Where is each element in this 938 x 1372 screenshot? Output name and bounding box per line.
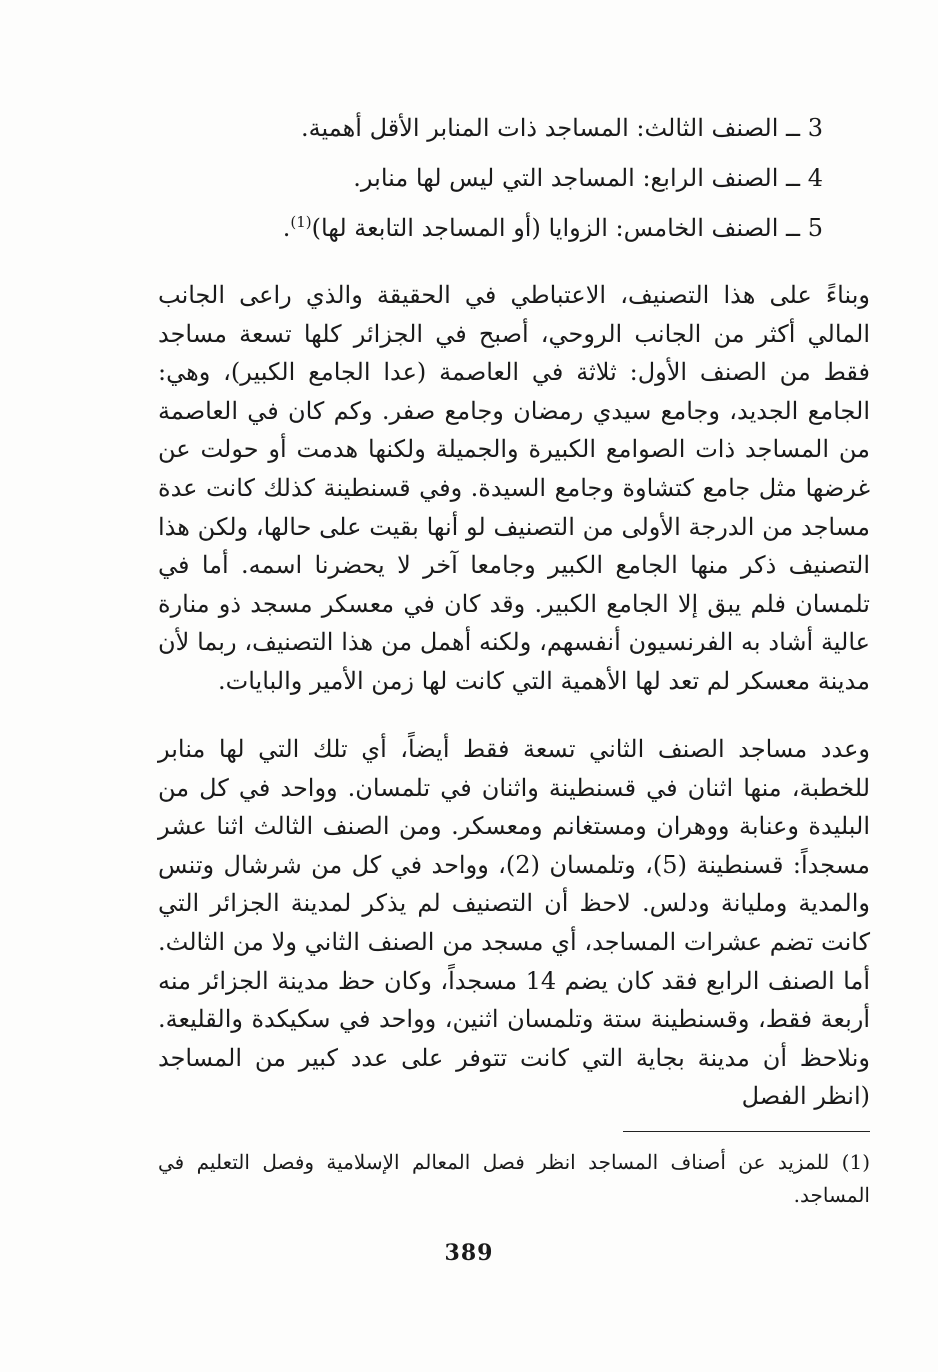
list-item-4 xyxy=(353,158,823,198)
footnote-divider xyxy=(623,1131,870,1132)
list-item-punctuation: . xyxy=(282,214,291,242)
list-item-text: 3 ــ الصنف الثالث: المساجد ذات المنابر الأقل أهمية. xyxy=(301,114,823,142)
list-item-text: 5 ــ الصنف الخامس: الزوايا (أو المساجد التابعة لها) xyxy=(311,214,823,242)
list-item-text: 4 ــ الصنف الرابع: المساجد التي ليس لها منابر. xyxy=(353,164,823,192)
list-item-3 xyxy=(301,108,823,148)
paragraph-1: وبناءً على هذا التصنيف، الاعتباطي في الحقيقة والذي راعى الجانب المالي أكثر من الجانب الروحي، أصبح في الجزائر كلها تسعة مساجد فقط من الصنف الأول: ثلاثة في العاصمة (عدا الجامع الكبير)، وهي: الجامع الجديد، وجامع سيدي رمضان وجامع صفر. وكم كان في العاصمة من المساجد ذات الصوامع الكبيرة والجميلة ولكنها هدمت أو حولت عن غرضها مثل جامع كتشاوة وجامع السيدة. وفي قسنطينة كذلك كانت عدة مساجد من الدرجة الأولى من التصنيف لو أنها بقيت على حالها، ولكن هذا التصنيف ذكر منها الجامع الكبير وجامعا آخر لا يحضرنا اسمه. أما في تلمسان فلم يبق إلا الجامع الكبير. وقد كان في معسكر مسجد ذو منارة عالية أشاد به الفرنسيون أنفسهم، ولكنه أهمل من هذا التصنيف، ربما لأن مدينة معسكر لم تعد لها الأهمية التي كانت لها زمن الأمير والبايات. xyxy=(158,281,870,695)
footnote: (1) للمزيد عن أصناف المساجد انظر فصل المعالم الإسلامية وفصل التعليم في المساجد. xyxy=(158,1150,870,1207)
page-number: 389 xyxy=(444,1240,494,1266)
list-item-5 xyxy=(283,208,823,248)
paragraph-2: وعدد مساجد الصنف الثاني تسعة فقط أيضاً، أي تلك التي لها منابر للخطبة، منها اثنان في قسنطينة واثنان في تلمسان. وواحد في كل من البليدة وعنابة ووهران ومستغانم ومعسكر. ومن الصنف الثالث اثنا عشر مسجداً: قسنطينة (5)، وتلمسان (2)، وواحد في كل من شرشال وتنس والمدية ومليانة ودلس. لاحظ أن التصنيف لم يذكر لمدينة الجزائر التي كانت تضم عشرات المساجد، أي مسجد من الصنف الثاني ولا من الثالث. أما الصنف الرابع فقد كان يضم 14 مسجداً، وكان حظ مدينة الجزائر منه أربعة فقط، وقسنطينة ستة وتلمسان اثنين، وواحد في سكيكدة والقليعة. ونلاحظ أن مدينة بجاية التي كانت تتوفر على عدد كبير من المساجد (انظر الفصل xyxy=(158,735,871,1111)
footnote-reference: (1) xyxy=(290,213,312,231)
